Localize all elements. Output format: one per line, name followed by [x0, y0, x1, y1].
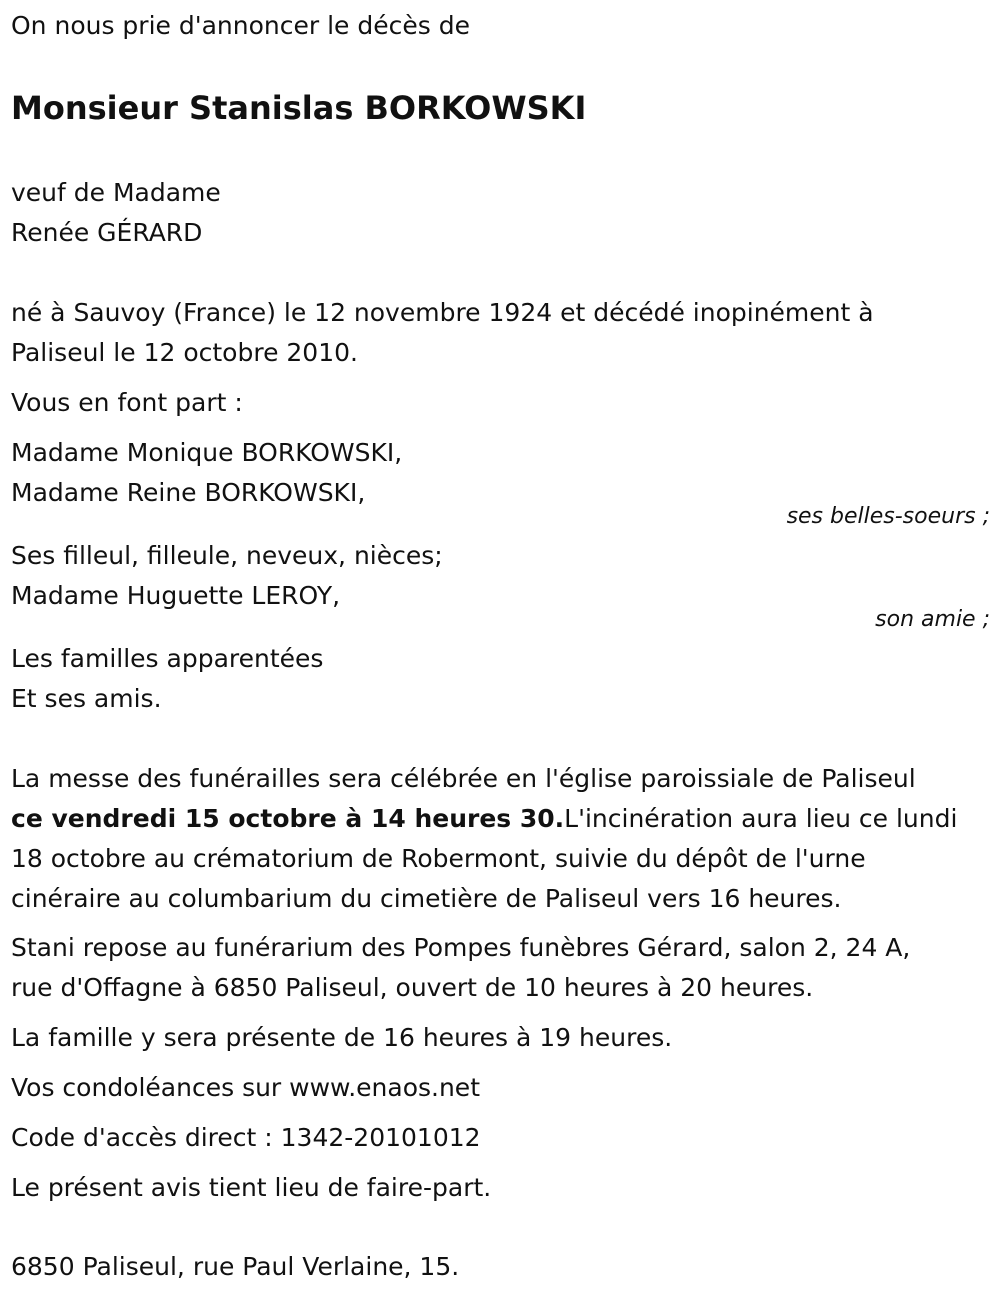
godchildren-line: Ses filleul, filleule, neveux, nièces;: [11, 541, 443, 570]
family-member-huguette: Madame Huguette LEROY,: [11, 581, 341, 610]
funeral-line-4: cinéraire au columbarium du cimetière de Paliseul vers 16 heures.: [11, 884, 842, 913]
notice-line: Le présent avis tient lieu de faire-part.: [11, 1173, 492, 1202]
funeral-line-2: [11, 804, 957, 834]
funeral-line-2-rest: L'incinération aura lieu ce lundi: [564, 804, 958, 833]
announcers-intro: Vous en font part :: [11, 388, 243, 417]
address-line: 6850 Paliseul, rue Paul Verlaine, 15.: [11, 1252, 460, 1281]
families-line: Les familles apparentées: [11, 644, 324, 673]
rest-line-1: Stani repose au funérarium des Pompes funèbres Gérard, salon 2, 24 A,: [11, 933, 911, 962]
intro-text: On nous prie d'annoncer le décès de: [11, 11, 470, 40]
birth-death-line-2: Paliseul le 12 octobre 2010.: [11, 338, 358, 367]
access-code-line: Code d'accès direct : 1342-20101012: [11, 1123, 481, 1152]
widower-line-1: veuf de Madame: [11, 178, 221, 207]
family-member-reine: Madame Reine BORKOWSKI,: [11, 478, 366, 507]
friends-line: Et ses amis.: [11, 684, 162, 713]
rest-line-2: rue d'Offagne à 6850 Paliseul, ouvert de 10 heures à 20 heures.: [11, 973, 814, 1002]
relation-sisters-in-law: ses belles-soeurs ;: [786, 504, 990, 529]
funeral-line-3: 18 octobre au crématorium de Robermont, suivie du dépôt de l'urne: [11, 844, 866, 873]
deceased-name: Monsieur Stanislas BORKOWSKI: [11, 89, 587, 127]
family-presence: La famille y sera présente de 16 heures à 19 heures.: [11, 1023, 673, 1052]
birth-death-line-1: né à Sauvoy (France) le 12 novembre 1924 et décédé inopinément à: [11, 298, 874, 327]
funeral-line-1: La messe des funérailles sera célébrée en l'église paroissiale de Paliseul: [11, 764, 916, 793]
condolences-line: Vos condoléances sur www.enaos.net: [11, 1073, 480, 1102]
family-member-monique: Madame Monique BORKOWSKI,: [11, 438, 403, 467]
relation-friend: son amie ;: [875, 607, 990, 632]
funeral-date-time: ce vendredi 15 octobre à 14 heures 30.: [11, 804, 565, 833]
widower-line-2: Renée GÉRARD: [11, 218, 203, 247]
